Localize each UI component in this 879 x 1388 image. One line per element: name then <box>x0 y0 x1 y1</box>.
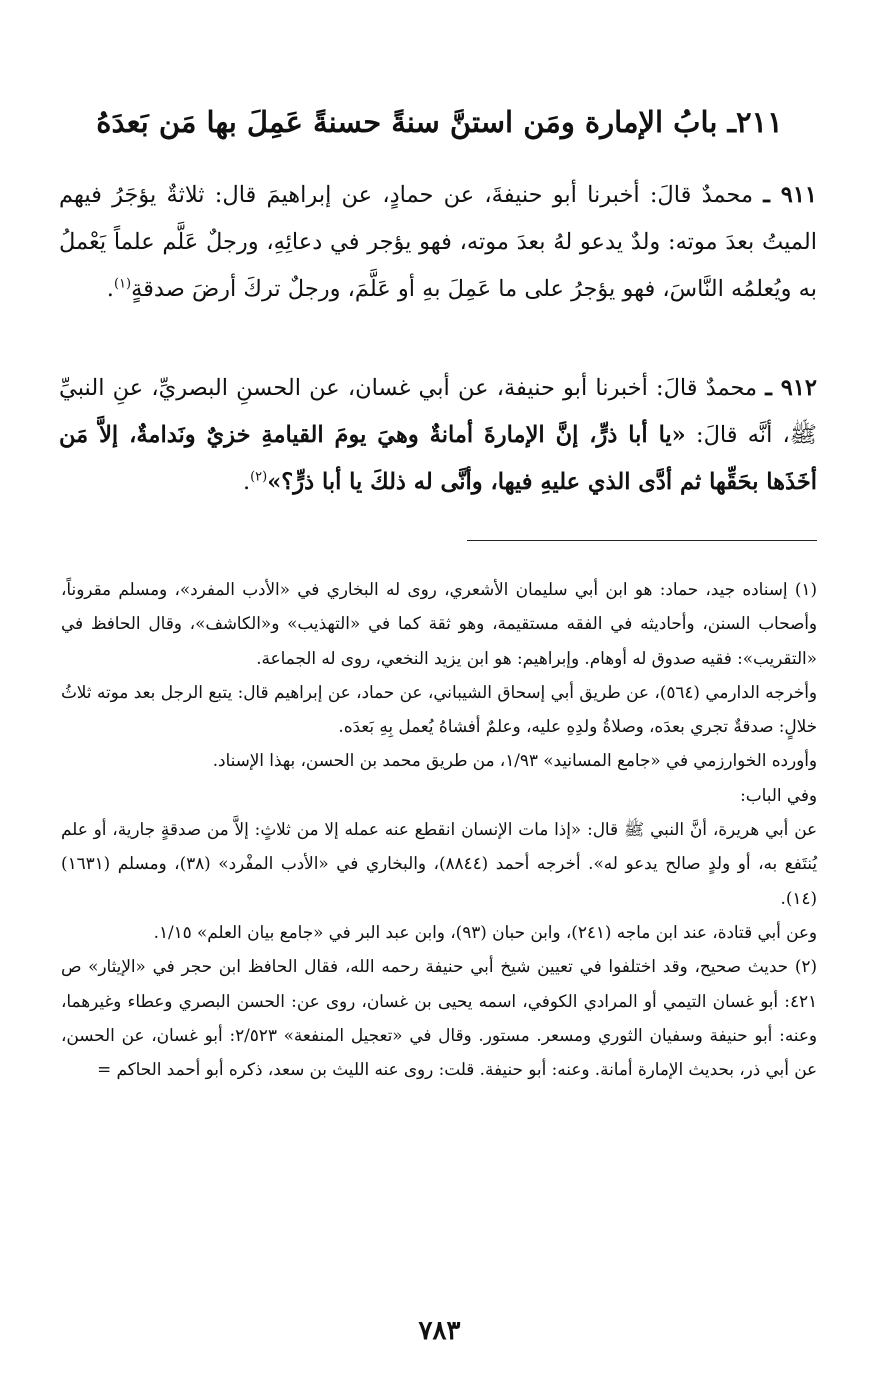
footnote-separator <box>467 540 817 541</box>
hadith-end: . <box>242 469 251 495</box>
hadith-end: . <box>106 276 114 302</box>
footnote-text: إسناده جيد، حماد: هو ابن أبي سليمان الأشعري، روى له البخاري في «الأدب المفرد»، ومسلم مقروناً، وأصحاب السنن، وأحاديثه في الفقه مستقيمة، وهو ثقة كما في «التهذيب» و«الكاشف»، وقال الحافظ في «التقريب»: فقيه صدوق له أوهام. وإبراهيم: هو ابن يزيد النخعي، روى له الجماعة. <box>61 579 817 668</box>
hadith-text: محمدٌ قالَ: أخبرنا أبو حنيفة، عن أبي غسان، عن الحسنِ البصريِّ، عنِ النبيِّ ﷺ، أنَّه قالَ: <box>59 375 817 448</box>
footnotes <box>61 572 817 1086</box>
page-number: ٧٨٣ <box>418 1316 461 1346</box>
footnote-paragraph: وعن أبي قتادة، عند ابن ماجه (٢٤١)، وابن حبان (٩٣)، وابن عبد البر في «جامع بيان العلم» ١/١٥. <box>153 921 817 942</box>
chapter-heading: ٢١١ـ بابُ الإمارة ومَن استنَّ سنةً حسنةً عَمِلَ بها مَن بَعدَهُ <box>96 105 783 139</box>
hadith-number: ٩١٢ ـ <box>765 375 817 401</box>
hadith-text: محمدٌ قالَ: أخبرنا أبو حنيفةَ، عن حمادٍ، عن إبراهيمَ قال: ثلاثةٌ يؤجَرُ فيهم الميتُ بعدَ موته: ولدٌ يدعو لهُ بعدَ موته، فهو يؤجر في دعائِهِ، ورجلٌ عَلَّم علماً يَعْملُ به ويُعلمُه النَّاسَ، فهو يؤجرُ على ما عَمِلَ بهِ أو عَلَّمَ، ورجلٌ تركَ أرضَ صدقةٍ <box>59 182 817 302</box>
footnote-2 <box>61 949 817 1086</box>
footnote-text: حديث صحيح، وقد اختلفوا في تعيين شيخ أبي حنيفة رحمه الله، فقال الحافظ ابن حجر في «الإيثار» ص ٤٢١: أبو غسان التيمي أو المرادي الكوفي، اسمه يحيى بن غسان، روى عن: الحسن البصري وعطاء وغيرهما، وعنه: أبو حنيفة وسفيان الثوري ومسعر. مستور. وقال في «تعجيل المنفعة» ٢/٥٢٣: أبو غسان، عن الحسن، عن أبي ذر، بحديث الإمارة أمانة. وعنه: أبو حنيفة. قلت: روى عنه الليث بن سعد، ذكره أبو أحمد الحاكم = <box>61 956 817 1080</box>
footnote-paragraph: عن أبي هريرة، أنَّ النبي ﷺ قال: «إذا مات الإنسان انقطع عنه عمله إلا من ثلاثٍ: إلاَّ من صدقةٍ جارية، أو علم يُنتَفع به، أو ولدٍ صالح يدعو له». أخرجه أحمد (٨٨٤٤)، والبخاري في «الأدب المفْرد» (٣٨)، ومسلم (١٦٣١) (١٤). <box>61 819 817 908</box>
prophetic-quote: «يا أبا ذرٍّ، إنَّ الإمارةَ أمانةٌ وهيَ يومَ القيامةِ خزيٌ ونَدامةٌ، إلاَّ مَن أخَذَها بحَقِّها ثم أدَّى الذي عليهِ فيها، وأنَّى له ذلكَ يا أبا ذرٍّ؟» <box>59 422 817 495</box>
footnote-1 <box>61 572 817 949</box>
hadith-912 <box>59 365 817 506</box>
footnote-marker: (٢) <box>794 956 817 977</box>
footnote-paragraph: وفي الباب: <box>740 784 817 805</box>
footnote-paragraph <box>61 572 817 675</box>
footnote-ref: (١) <box>113 276 132 292</box>
footnote-paragraph <box>61 949 817 1086</box>
footnote-paragraph: وأخرجه الدارمي (٥٦٤)، عن طريق أبي إسحاق الشيباني، عن حماد، عن إبراهيم قال: يتبع الرجل بعد موته ثلاثُ خلالٍ: صدقةٌ تجري بعدَه، وصلاةُ ولدِهِ عليه، وعلمٌ أفشاهُ يُعمل بِهِ بَعدَه. <box>61 681 817 737</box>
footnote-ref: (٢) <box>250 469 268 485</box>
hadith-number: ٩١١ ـ <box>763 182 817 208</box>
footnote-paragraph: وأورده الخوارزمي في «جامع المسانيد» ١/٩٣، من طريق محمد بن الحسن، بهذا الإسناد. <box>212 750 817 771</box>
hadith-911 <box>59 172 817 313</box>
footnote-marker: (١) <box>794 579 817 599</box>
